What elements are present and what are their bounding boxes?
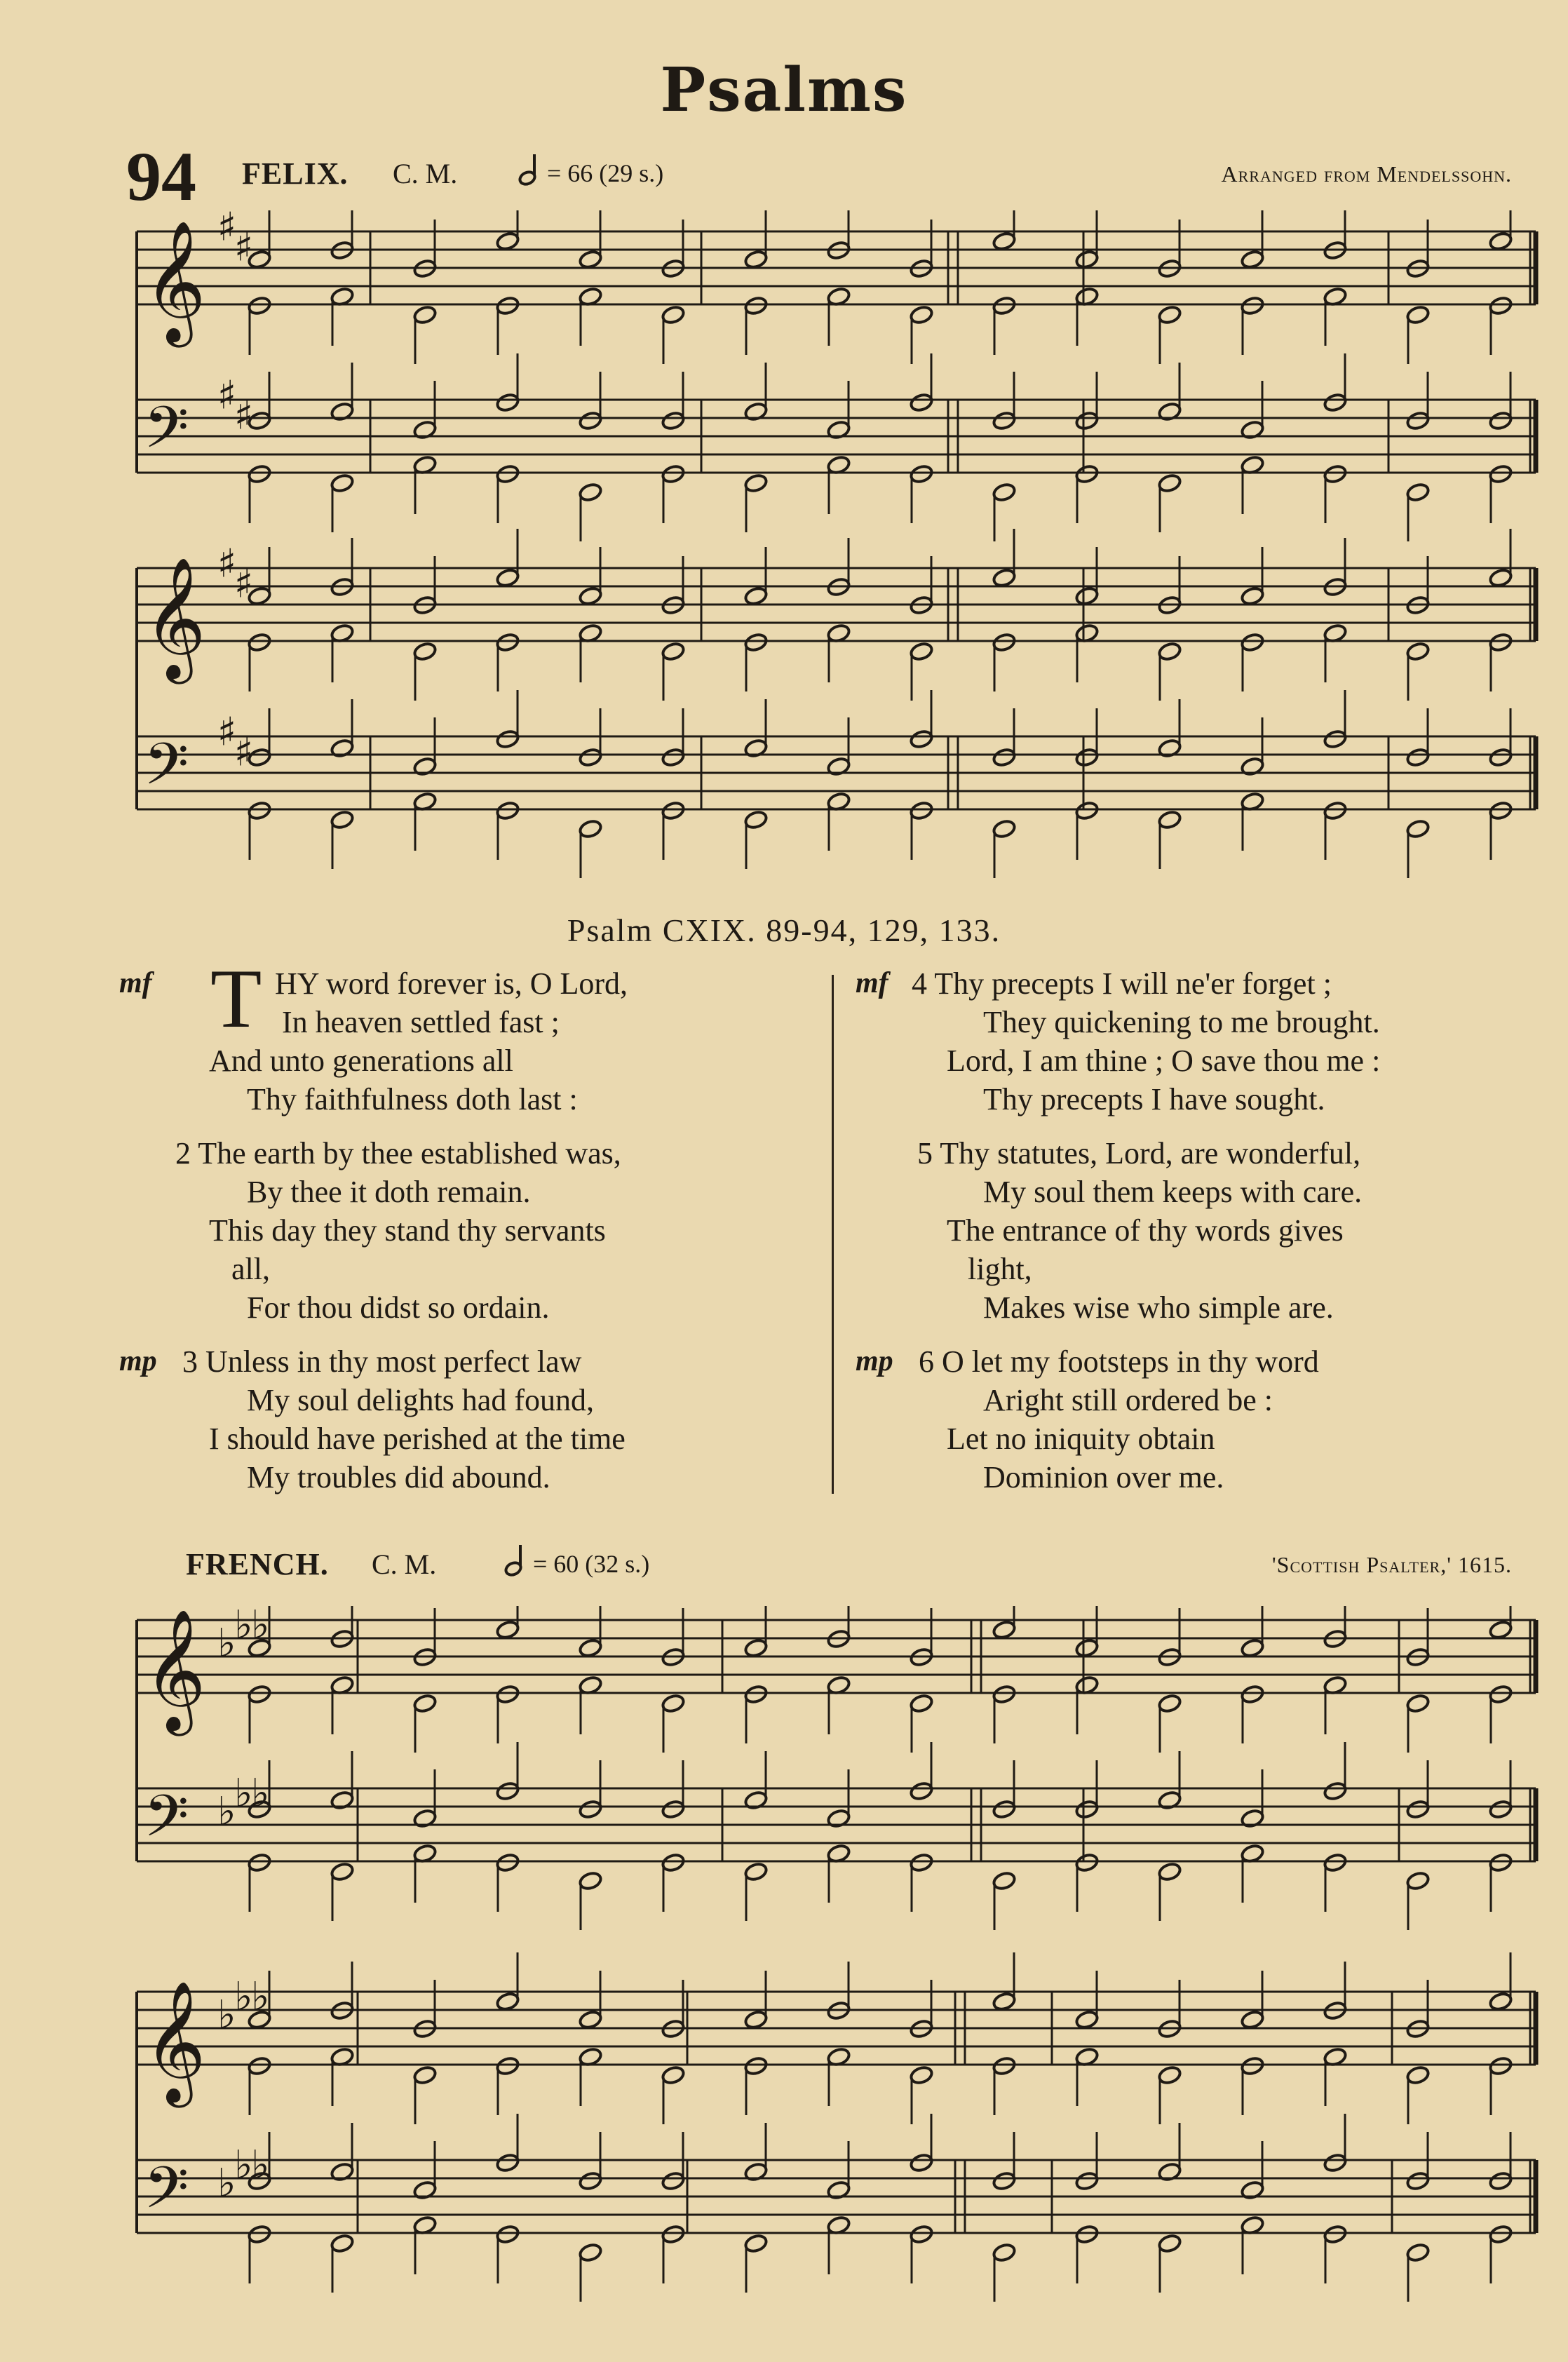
verse-line: Thy precepts I have sought.: [983, 1082, 1325, 1116]
note-group: [247, 1606, 1513, 1668]
flat-icon: ♭: [251, 1606, 270, 1648]
verse-line: For thou didst so ordain.: [247, 1290, 550, 1325]
note-group: [247, 1843, 1513, 1930]
flat-icon: ♭: [234, 1974, 253, 2020]
verse-line: Let no iniquity obtain: [947, 1422, 1215, 1456]
verses-left-column: [119, 952, 806, 1512]
verse-line: HY word forever is, O Lord,: [275, 966, 628, 1001]
flat-icon: ♭: [251, 1771, 270, 1816]
flat-icon: ♭: [251, 1974, 270, 2020]
tune-name: FELIX.: [242, 156, 349, 191]
verse-line: In heaven settled fast ;: [282, 1005, 560, 1039]
sharp-icon: ♯: [234, 393, 254, 439]
bass-clef-icon: 𝄢: [144, 393, 189, 475]
sharp-icon: ♯: [234, 561, 254, 607]
stanza-3: [119, 1342, 806, 1497]
note-group: [247, 1675, 1513, 1753]
verse-line: I should have perished at the time: [209, 1422, 626, 1456]
arranger-credit: Arranged from Mendelssohn.: [1221, 161, 1512, 187]
verse-line: Lord, I am thine ; O save thou me :: [947, 1044, 1381, 1078]
stanza-1: [119, 952, 806, 1119]
verse-line: They quickening to me brought.: [983, 1005, 1380, 1039]
note-group: [247, 791, 1513, 878]
flat-icon: ♭: [217, 2161, 236, 2206]
flat-icon: ♭: [234, 1771, 253, 1816]
flat-icon: ♭: [217, 1621, 236, 1666]
stanza-4: [856, 964, 1543, 1119]
tune-header-french: [0, 1546, 1568, 1602]
bass-clef-icon: 𝄢: [144, 1782, 189, 1864]
treble-clef-icon: 𝄞: [144, 1980, 206, 2103]
half-note-icon: [503, 1542, 532, 1584]
verse-line: By thee it doth remain.: [247, 1175, 531, 1209]
verse-line: This day they stand thy servants: [209, 1213, 606, 1248]
stanza-6: [856, 1342, 1543, 1497]
verse-line: Thy precepts I will ne'er forget ;: [934, 966, 1332, 1001]
note-group: [247, 623, 1513, 701]
verse-line: light,: [968, 1252, 1032, 1286]
sharp-icon: ♯: [217, 210, 237, 250]
verses-right-column: [856, 964, 1543, 1512]
meter: C. M.: [393, 158, 458, 189]
verse-line: Aright still ordered be :: [983, 1383, 1273, 1417]
bass-clef-icon: 𝄢: [144, 730, 189, 812]
dynamic-marking: mp: [119, 1345, 157, 1377]
flat-icon: ♭: [217, 1789, 236, 1835]
treble-clef-icon: 𝄞: [144, 557, 206, 679]
music-score-french: [0, 1606, 1568, 2307]
verse-line: The earth by thee established was,: [198, 1136, 621, 1170]
meter: C. M.: [372, 1548, 437, 1580]
tune-header-felix: [0, 137, 1568, 215]
sharp-icon: ♯: [234, 729, 254, 776]
stanza-number: 5: [917, 1136, 933, 1170]
note-group: [247, 353, 1513, 440]
note-group: [247, 2046, 1513, 2124]
verse-line: My troubles did abound.: [247, 1460, 550, 1494]
verse-line: Thy faithfulness doth last :: [247, 1082, 578, 1116]
note-group: [247, 1952, 1513, 2039]
dynamic-marking: mf: [856, 967, 888, 999]
sharp-icon: ♯: [217, 709, 237, 755]
psalm-reference: Psalm CXIX. 89-94, 129, 133.: [567, 912, 1001, 948]
verse-line: My soul delights had found,: [247, 1383, 594, 1417]
stanza-5: [856, 1134, 1543, 1327]
half-note-icon: [518, 151, 546, 194]
verse-line: Unless in thy most perfect law: [205, 1344, 582, 1379]
verse-line: The entrance of thy words gives: [947, 1213, 1344, 1248]
source-credit: 'Scottish Psalter,' 1615.: [1271, 1552, 1512, 1577]
note-group: [247, 529, 1513, 616]
music-score-felix: [0, 210, 1568, 884]
flat-icon: ♭: [234, 1606, 253, 1648]
page-title: Psalms: [660, 55, 908, 126]
verse-line: And unto generations all: [209, 1044, 513, 1078]
stanza-number: 2: [175, 1136, 191, 1170]
sharp-icon: ♯: [234, 224, 254, 271]
note-group: [247, 690, 1513, 777]
drop-cap: T: [210, 952, 262, 1045]
verse-line: Thy statutes, Lord, are wonderful,: [940, 1136, 1361, 1170]
bass-staff: [137, 2142, 1536, 2236]
stanza-number: 3: [182, 1344, 198, 1379]
note-group: [247, 1742, 1513, 1829]
flat-icon: ♭: [251, 2142, 270, 2188]
column-divider: [832, 975, 834, 1494]
verse-line: Dominion over me.: [983, 1460, 1224, 1494]
bass-clef-icon: 𝄢: [144, 2154, 189, 2236]
treble-clef-icon: 𝄞: [144, 220, 206, 342]
note-group: [247, 454, 1513, 541]
hymn-number: 94: [126, 137, 196, 215]
tune-name: FRENCH.: [186, 1547, 329, 1581]
flat-icon: ♭: [217, 1992, 236, 2038]
dynamic-marking: mf: [119, 967, 152, 999]
bass-staff: [137, 1771, 1536, 1864]
verse-line: Makes wise who simple are.: [983, 1290, 1334, 1325]
dynamic-marking: mp: [856, 1345, 893, 1377]
stanza-2: [119, 1134, 806, 1327]
tempo-marking: = 60 (32 s.): [533, 1550, 650, 1578]
treble-clef-icon: 𝄞: [144, 1609, 206, 1731]
note-group: [247, 2114, 1513, 2201]
stanza-number: 4: [912, 966, 927, 1001]
note-group: [247, 286, 1513, 364]
sharp-icon: ♯: [217, 372, 237, 419]
flat-icon: ♭: [234, 2142, 253, 2188]
note-group: [247, 2215, 1513, 2302]
verse-line: O let my footsteps in thy word: [942, 1344, 1319, 1379]
sharp-icon: ♯: [217, 541, 237, 587]
verse-line: My soul them keeps with care.: [983, 1175, 1363, 1209]
stanza-number: 6: [919, 1344, 934, 1379]
verse-line: all,: [231, 1252, 270, 1286]
tempo-marking: = 66 (29 s.): [547, 159, 664, 187]
